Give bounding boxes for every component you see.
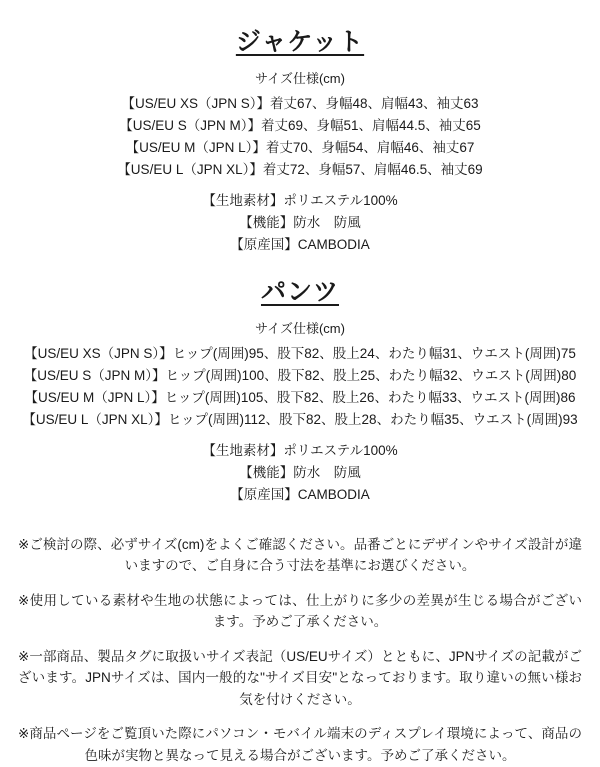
pants-origin: 【原産国】CAMBODIA: [230, 487, 370, 503]
note-item: ※使用している素材や生地の状態によっては、仕上がりに多少の差異が生じる場合がございます。予めご了承ください。: [18, 592, 582, 630]
list-item: 【US/EU S（JPN M）】着丈69、身幅51、肩幅44.5、袖丈65: [119, 117, 481, 133]
jacket-section: [10, 22, 590, 256]
list-item: 【US/EU L（JPN XL）】着丈72、身幅57、肩幅46.5、袖丈69: [117, 161, 483, 177]
jacket-function: 【機能】防水 防風: [239, 215, 361, 231]
note-item: ※ご検討の際、必ずサイズ(cm)をよくご確認ください。品番ごとにデザインやサイズ設計が違いますので、ご自身に合う寸法を基準にお選びください。: [18, 536, 582, 573]
list-item: 【US/EU S（JPN M）】ヒップ(周囲)100、股下82、股上25、わたり幅32、ウエスト(周囲)80: [23, 367, 577, 383]
pants-section: [10, 272, 590, 506]
jacket-meta: [10, 190, 590, 256]
list-item: 【US/EU XS（JPN S）】着丈67、身幅48、肩幅43、袖丈63: [121, 96, 479, 111]
pants-function: 【機能】防水 防風: [239, 465, 361, 481]
note-item: ※一部商品、製品タグに取扱いサイズ表記（US/EUサイズ）とともに、JPNサイズの記載がございます。JPNサイズは、国内一般的な"サイズ目安"となっております。取り違いの無い様お気を付けください。: [18, 648, 582, 707]
jacket-spec-list: [10, 93, 590, 180]
list-item: 【US/EU M（JPN L）】ヒップ(周囲)105、股下82、股上26、わたり幅33、ウエスト(周囲)86: [24, 389, 576, 405]
pants-meta: [10, 440, 590, 506]
pants-title: パンツ: [260, 278, 339, 307]
list-item: 【US/EU M（JPN L）】着丈70、身幅54、肩幅46、袖丈67: [125, 139, 475, 155]
pants-spec-list: [10, 343, 590, 430]
notes-section: [10, 520, 590, 767]
pants-material: 【生地素材】ポリエステル100%: [202, 443, 398, 459]
jacket-title: ジャケット: [235, 28, 365, 56]
jacket-material: 【生地素材】ポリエステル100%: [202, 193, 398, 209]
list-item: 【US/EU L（JPN XL）】ヒップ(周囲)112、股下82、股上28、わたり幅35、ウエスト(周囲)93: [22, 411, 578, 427]
pants-spec-subtitle: サイズ仕様(cm): [255, 321, 345, 337]
jacket-spec-subtitle: サイズ仕様(cm): [255, 71, 345, 86]
list-item: 【US/EU XS（JPN S）】ヒップ(周囲)95、股下82、股上24、わたり幅31、ウエスト(周囲)75: [24, 346, 576, 362]
note-item: ※商品ページをご覧頂いた際にパソコン・モバイル端末のディスプレイ環境によって、商品の色味が実物と異なって見える場合がございます。予めご了承ください。: [18, 726, 582, 763]
jacket-origin: 【原産国】CAMBODIA: [230, 237, 370, 253]
